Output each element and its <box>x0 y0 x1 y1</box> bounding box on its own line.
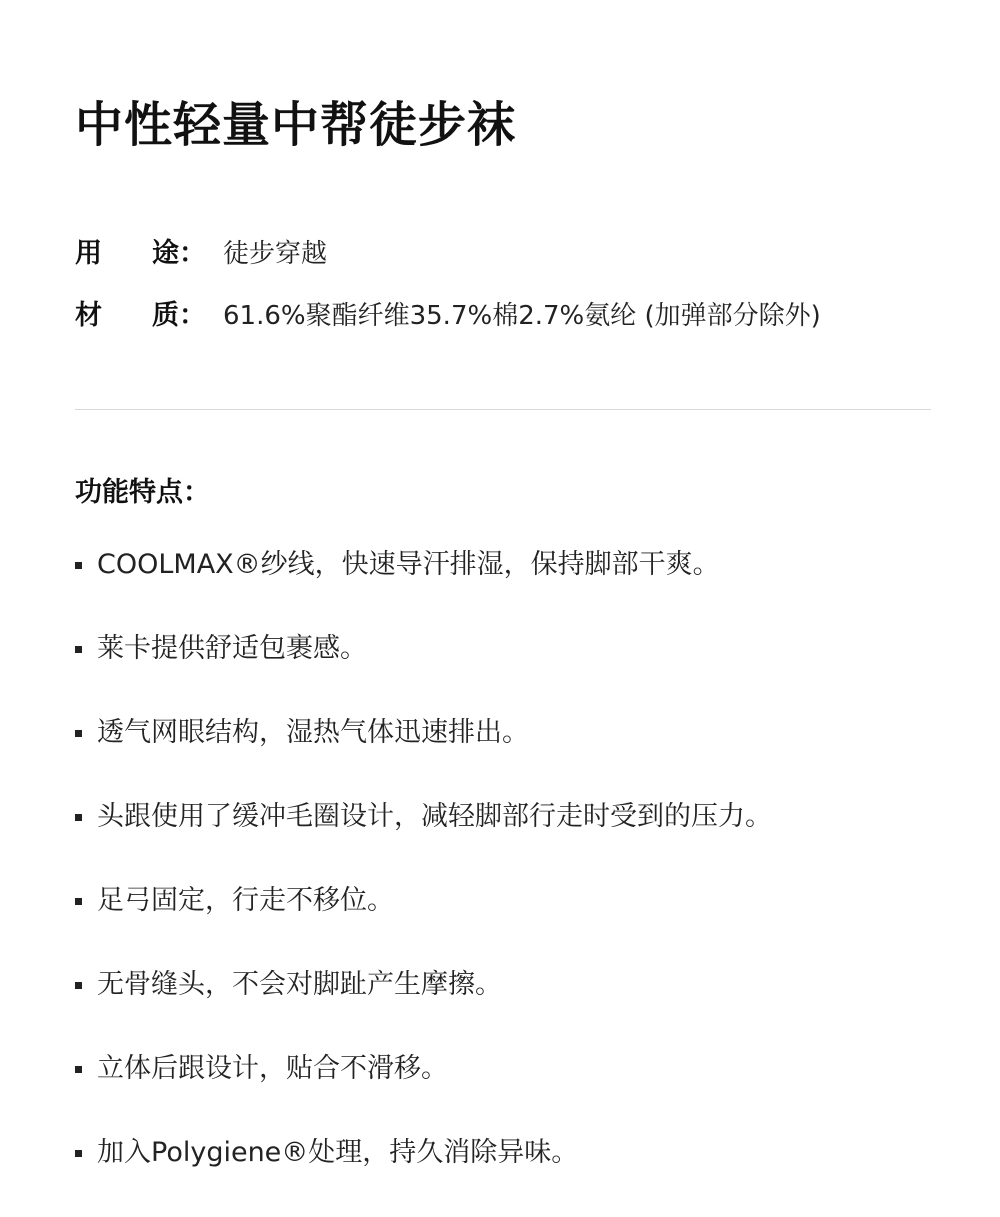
feature-item <box>75 1133 772 1217</box>
section-divider <box>75 409 931 410</box>
spec-value-usage: 徒步穿越 <box>223 239 328 269</box>
feature-item <box>75 1049 772 1133</box>
spec-label-char: 质： <box>152 300 206 331</box>
feature-text: 头跟使用了缓冲毛圈设计，减轻脚部行走时受到的压力。 <box>97 801 772 832</box>
square-bullet-icon <box>75 898 82 905</box>
feature-item <box>75 881 772 965</box>
feature-item <box>75 545 772 629</box>
square-bullet-icon <box>75 982 82 989</box>
square-bullet-icon <box>75 646 82 653</box>
spec-value-material: 61.6%聚酯纤维35.7%棉2.7%氨纶 (加弹部分除外) <box>223 301 821 331</box>
spec-label-char: 材 <box>75 300 102 331</box>
spec-row-material <box>75 296 821 336</box>
feature-item <box>75 965 772 1049</box>
feature-text: 加入Polygiene®处理，持久消除异味。 <box>97 1137 579 1168</box>
feature-item <box>75 713 772 797</box>
feature-text: COOLMAX®纱线，快速导汗排湿，保持脚部干爽。 <box>97 549 720 580</box>
spec-label-material <box>75 296 206 336</box>
feature-text: 立体后跟设计，贴合不滑移。 <box>97 1053 448 1084</box>
spec-label-char: 用 <box>75 238 102 269</box>
square-bullet-icon <box>75 814 82 821</box>
square-bullet-icon <box>75 562 82 569</box>
square-bullet-icon <box>75 1150 82 1157</box>
feature-text: 足弓固定，行走不移位。 <box>97 885 394 916</box>
feature-text: 透气网眼结构，湿热气体迅速排出。 <box>97 717 529 748</box>
feature-text: 莱卡提供舒适包裹感。 <box>97 633 367 664</box>
spec-label-char: 途： <box>152 238 206 269</box>
product-title: 中性轻量中帮徒步袜 <box>75 97 517 153</box>
square-bullet-icon <box>75 730 82 737</box>
feature-item <box>75 797 772 881</box>
square-bullet-icon <box>75 1066 82 1073</box>
features-heading: 功能特点： <box>75 477 210 508</box>
spec-label-usage <box>75 234 206 274</box>
spec-row-usage <box>75 234 327 274</box>
feature-item <box>75 629 772 713</box>
feature-list <box>75 545 772 1217</box>
feature-text: 无骨缝头，不会对脚趾产生摩擦。 <box>97 969 502 1000</box>
